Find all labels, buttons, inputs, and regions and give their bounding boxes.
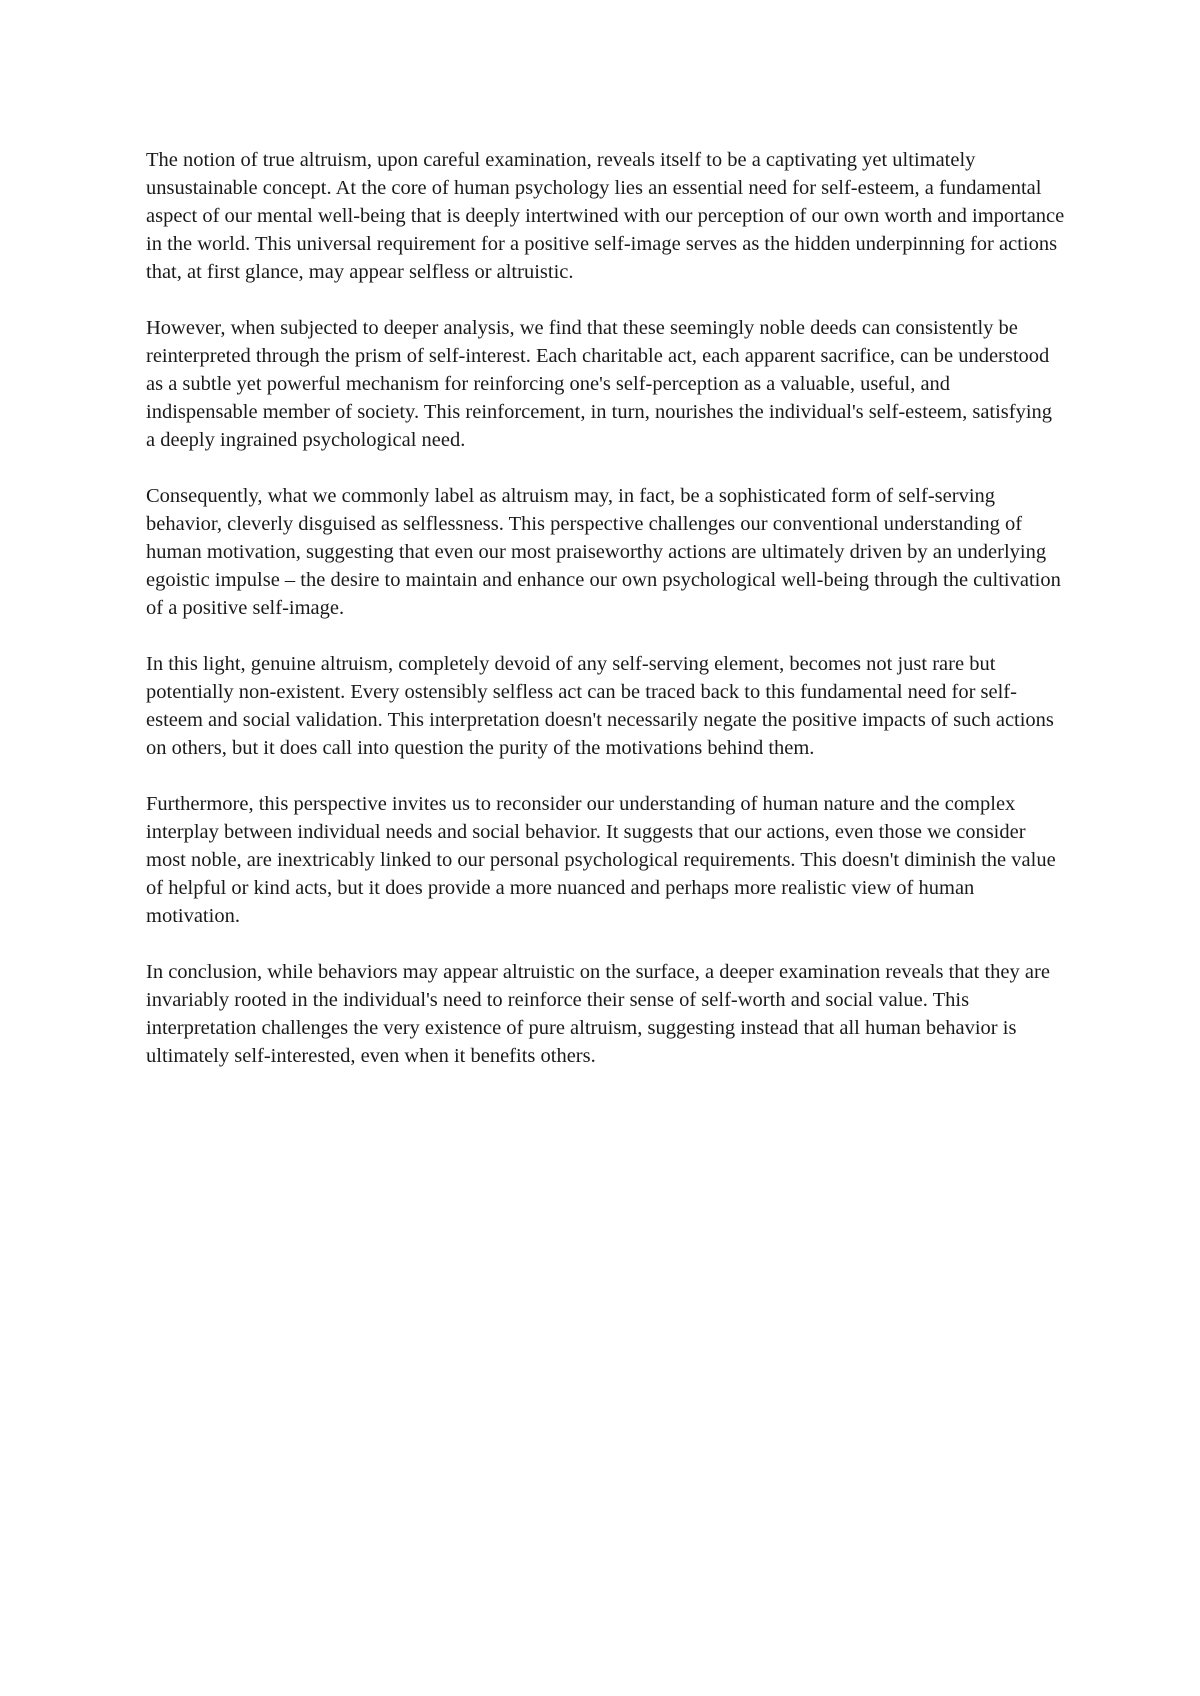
paragraph-6: In conclusion, while behaviors may appear altruistic on the surface, a deeper examination reveals that they are invariably rooted in the individual's need to reinforce their sense of self-worth and social value. This interpretation challenges the very existence of pure altruism, suggesting instead that all human behavior is ultimately self-interested, even when it benefits others.: [146, 961, 1050, 1067]
paragraph-5: Furthermore, this perspective invites us to reconsider our understanding of human nature and the complex interplay between individual needs and social behavior. It suggests that our actions, even those we consider most noble, are inextricably linked to our personal psychological requirements. This doesn't diminish the value of helpful or kind acts, but it does provide a more nuanced and perhaps more realistic view of human motivation.: [146, 793, 1056, 927]
document-body: [146, 146, 1066, 1098]
paragraph-3: Consequently, what we commonly label as altruism may, in fact, be a sophisticated form of self-serving behavior, cleverly disguised as selflessness. This perspective challenges our conventional understanding of human motivation, suggesting that even our most praiseworthy actions are ultimately driven by an underlying egoistic impulse – the desire to maintain and enhance our own psychological well-being through the cultivation of a positive self-image.: [146, 485, 1061, 619]
paragraph-1: The notion of true altruism, upon careful examination, reveals itself to be a captivating yet ultimately unsustainable concept. At the core of human psychology lies an essential need for self-esteem, a fundamental aspect of our mental well-being that is deeply intertwined with our perception of our own worth and importance in the world. This universal requirement for a positive self-image serves as the hidden underpinning for actions that, at first glance, may appear selfless or altruistic.: [146, 149, 1065, 283]
paragraph-4: In this light, genuine altruism, completely devoid of any self-serving element, becomes not just rare but potentially non-existent. Every ostensibly selfless act can be traced back to this fundamental need for self-esteem and social validation. This interpretation doesn't necessarily negate the positive impacts of such actions on others, but it does call into question the purity of the motivations behind them.: [146, 653, 1054, 759]
paragraph-2: However, when subjected to deeper analysis, we find that these seemingly noble deeds can consistently be reinterpreted through the prism of self-interest. Each charitable act, each apparent sacrifice, can be understood as a subtle yet powerful mechanism for reinforcing one's self-perception as a valuable, useful, and indispensable member of society. This reinforcement, in turn, nourishes the individual's self-esteem, satisfying a deeply ingrained psychological need.: [146, 317, 1053, 451]
